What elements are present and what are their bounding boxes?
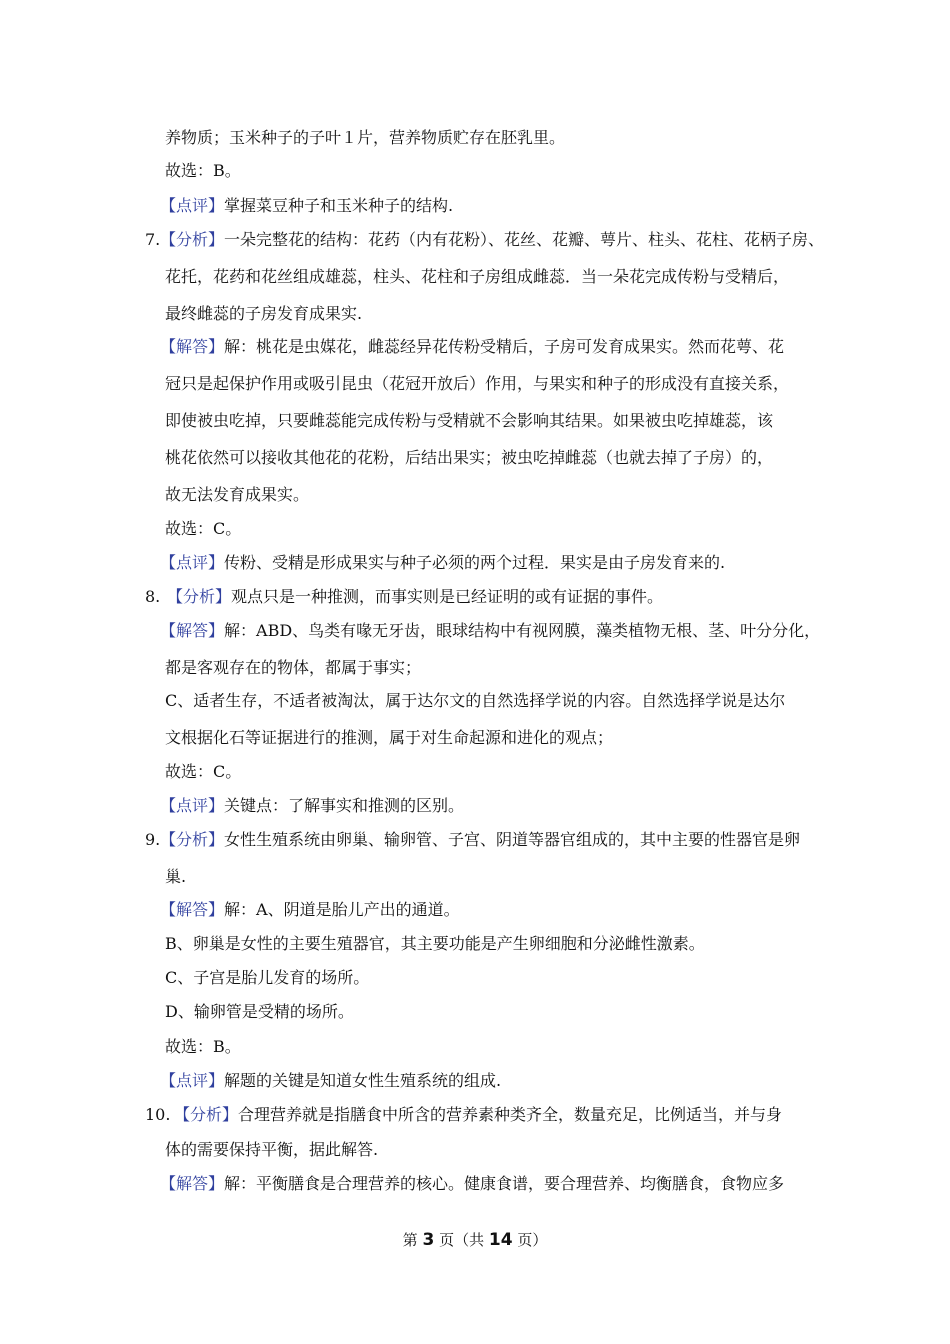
q7-solution-line: 桃花依然可以接收其他花的花粉，后结出果实；被虫吃掉雌蕊（也就去掉了子房）的，	[165, 448, 774, 467]
q9-solution-line: D、输卵管是受精的场所。	[165, 1002, 354, 1021]
review-tag: 【点评】	[160, 553, 225, 572]
q8-number: 8.	[145, 587, 161, 606]
q10-solution-line: 【解答】解：平衡膳食是合理营养的核心。健康食谱，要合理营养、均衡膳食，食物应多	[160, 1174, 785, 1193]
review-tag: 【点评】	[160, 1071, 225, 1090]
page-footer: 第 3 页（共 14 页）	[402, 1230, 548, 1250]
q8-solution-line: C、适者生存，不适者被淘汰，属于达尔文的自然选择学说的内容。自然选择学说是达尔	[165, 691, 786, 710]
solution-tag: 【解答】	[160, 337, 225, 356]
q7-solution-line: 【解答】解：桃花是虫媒花，雌蕊经异花传粉受精后，子房可发育成果实。然而花萼、花	[160, 337, 785, 356]
page-total: 14	[488, 1230, 513, 1250]
q8-solution-line: 文根据化石等证据进行的推测，属于对生命起源和进化的观点；	[165, 728, 614, 747]
q9-analysis-line: 【分析】女性生殖系统由卵巢、输卵管、子宫、阴道等器官组成的，其中主要的性器官是卵	[160, 830, 801, 849]
solution-tag: 【解答】	[160, 900, 225, 919]
solution-tag: 【解答】	[160, 621, 225, 640]
q9-solution-line: 【解答】解：A、阴道是胎儿产出的通道。	[160, 900, 460, 919]
q7-analysis-line: 花托，花药和花丝组成雄蕊，柱头、花柱和子房组成雌蕊．当一朵花完成传粉与受精后，	[165, 267, 790, 286]
analysis-tag: 【分析】	[174, 1105, 239, 1124]
review-tag: 【点评】	[160, 796, 225, 815]
q8-solution-line: 【解答】解：ABD、鸟类有喙无牙齿，眼球结构中有视网膜，藻类植物无根、茎、叶分分化，	[160, 621, 821, 640]
q7-answer: 故选：C。	[165, 519, 242, 538]
q8-analysis: 【分析】观点只是一种推测，而事实则是已经证明的或有证据的事件。	[167, 587, 664, 606]
page-number: 3	[422, 1230, 435, 1250]
q8-solution-line: 都是客观存在的物体，都属于事实；	[165, 658, 422, 677]
q6-continuation: 养物质；玉米种子的子叶１片，营养物质贮存在胚乳里。	[165, 128, 566, 147]
q9-number: 9.	[145, 830, 161, 849]
q9-review: 【点评】解题的关键是知道女性生殖系统的组成.	[160, 1071, 502, 1090]
q9-solution-line: C、子宫是胎儿发育的场所。	[165, 968, 370, 987]
q7-solution-line: 冠只是起保护作用或吸引昆虫（花冠开放后）作用，与果实和种子的形成没有直接关系，	[165, 374, 790, 393]
q7-solution-line: 即使被虫吃掉，只要雌蕊能完成传粉与受精就不会影响其结果。如果被虫吃掉雄蕊，该	[165, 411, 774, 430]
q7-solution-line: 故无法发育成果实。	[165, 485, 310, 504]
q10-number: 10.	[145, 1105, 171, 1124]
review-tag: 【点评】	[160, 196, 225, 215]
q7-analysis-line: 最终雌蕊的子房发育成果实.	[165, 304, 363, 323]
analysis-tag: 【分析】	[160, 230, 225, 249]
q6-answer: 故选：B。	[165, 161, 241, 180]
q7-number: 7.	[145, 230, 161, 249]
q8-answer: 故选：C。	[165, 762, 242, 781]
q9-answer: 故选：B。	[165, 1037, 241, 1056]
q8-review: 【点评】关键点：了解事实和推测的区别。	[160, 796, 465, 815]
analysis-tag: 【分析】	[160, 830, 225, 849]
q7-review: 【点评】传粉、受精是形成果实与种子必须的两个过程．果实是由子房发育来的.	[160, 553, 726, 572]
q7-analysis-line: 【分析】一朵完整花的结构：花药（内有花粉）、花丝、花瓣、萼片、柱头、花柱、花柄子房、	[160, 230, 825, 249]
q6-review: 【点评】掌握菜豆种子和玉米种子的结构.	[160, 196, 454, 215]
q10-analysis-line: 体的需要保持平衡，据此解答.	[165, 1140, 379, 1159]
q10-analysis-line: 【分析】合理营养就是指膳食中所含的营养素种类齐全，数量充足，比例适当，并与身	[174, 1105, 783, 1124]
q9-analysis-line: 巢.	[165, 867, 187, 886]
analysis-tag: 【分析】	[167, 587, 232, 606]
solution-tag: 【解答】	[160, 1174, 225, 1193]
q9-solution-line: B、卵巢是女性的主要生殖器官，其主要功能是产生卵细胞和分泌雌性激素。	[165, 934, 705, 953]
